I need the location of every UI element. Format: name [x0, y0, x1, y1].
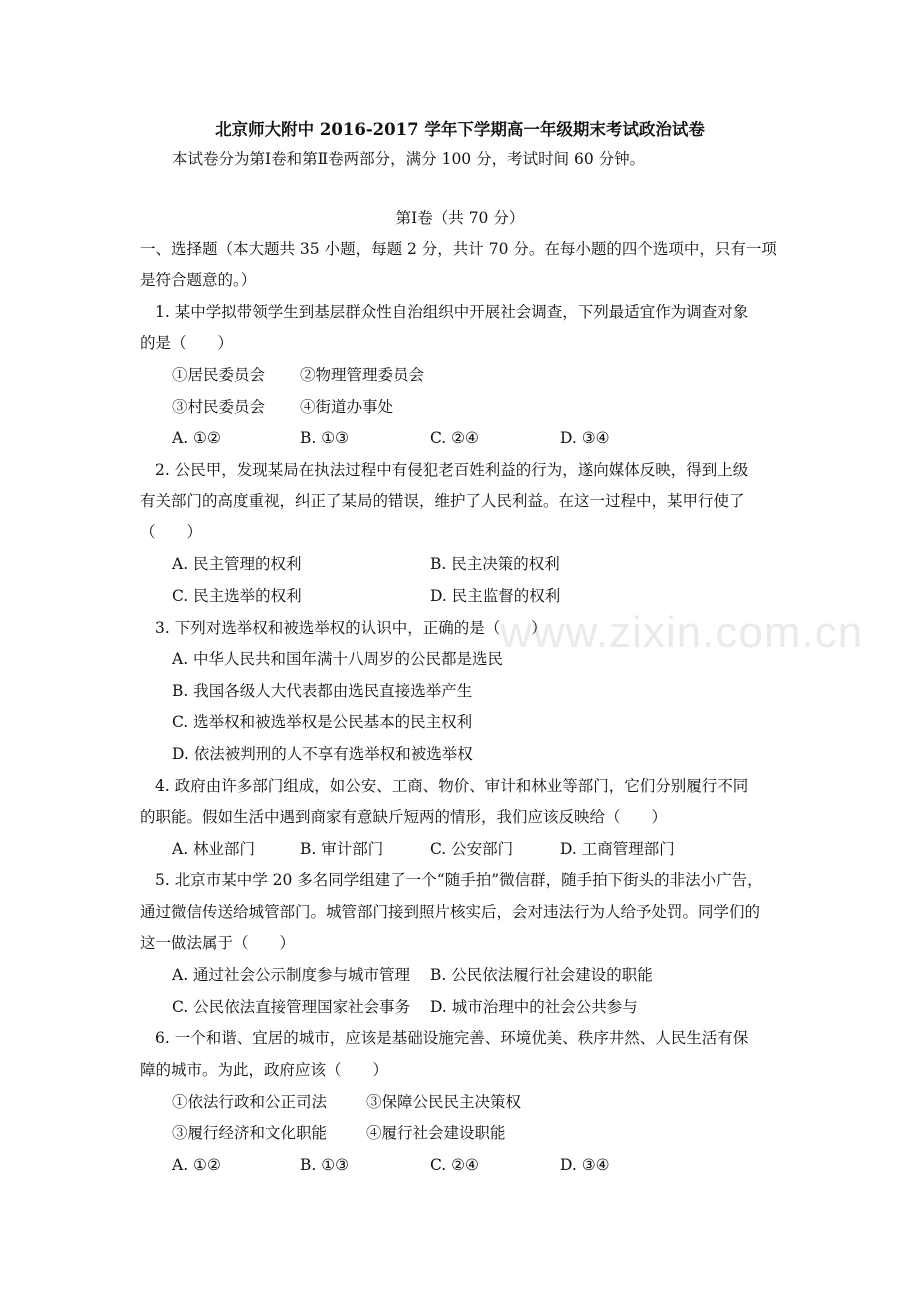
q4-option-d: D. 工商管理部门 — [560, 840, 675, 858]
q6-stem-cont: 障的城市。为此，政府应该（ ） — [140, 1061, 389, 1079]
q1-stem: 1. 某中学拟带领学生到基层群众性自治组织中开展社会调查，下列最适宜作为调查对象 — [155, 303, 749, 321]
q2-option-a: A. 民主管理的权利 — [172, 555, 302, 573]
q6-option-c: C. ②④ — [430, 1156, 479, 1174]
q4-option-a: A. 林业部门 — [172, 840, 256, 858]
exam-title: 北京师大附中 2016-2017 学年下学期高一年级期末考试政治试卷 — [215, 120, 705, 139]
q5-stem: 5. 北京市某中学 20 多名同学组建了一个“随手拍”微信群，随手拍下街头的非法小广告， — [155, 871, 763, 889]
q2-stem: 2. 公民甲，发现某局在执法过程中有侵犯老百姓利益的行为，遂向媒体反映，得到上级 — [155, 461, 749, 479]
q3-option-a: A. 中华人民共和国年满十八周岁的公民都是选民 — [172, 650, 504, 668]
q3-option-c: C. 选举权和被选举权是公民基本的民主权利 — [172, 713, 473, 731]
q6-item-3: ③履行经济和文化职能 — [172, 1124, 328, 1142]
q4-stem: 4. 政府由许多部门组成，如公安、工商、物价、审计和林业等部门，它们分别履行不同 — [155, 777, 749, 795]
section-instructions-cont: 是符合题意的。） — [140, 271, 257, 289]
q3-stem: 3. 下列对选举权和被选举权的认识中，正确的是（ ） — [155, 619, 547, 637]
q1-stem-cont: 的是（ ） — [140, 334, 234, 352]
q5-stem-cont2: 这一做法属于（ ） — [140, 934, 296, 952]
q6-option-b: B. ①③ — [300, 1156, 350, 1174]
section-heading: 第Ⅰ卷（共 70 分） — [395, 209, 525, 227]
q1-item-1: ①居民委员会 — [172, 366, 266, 384]
q5-option-d: D. 城市治理中的社会公共参与 — [430, 998, 638, 1016]
q1-option-c: C. ②④ — [430, 429, 479, 447]
q6-stem: 6. 一个和谐、宜居的城市，应该是基础设施完善、环境优美、秩序井然、人民生活有保 — [155, 1029, 749, 1047]
q1-option-b: B. ①③ — [300, 429, 350, 447]
q4-option-c: C. 公安部门 — [430, 840, 514, 858]
q5-option-a: A. 通过社会公示制度参与城市管理 — [172, 966, 411, 984]
q2-stem-cont2: （ ） — [140, 523, 203, 541]
q2-option-c: C. 民主选举的权利 — [172, 587, 302, 605]
q3-option-d: D. 依法被判刑的人不享有选举权和被选举权 — [172, 745, 473, 763]
q2-stem-cont: 有关部门的高度重视，纠正了某局的错误，维护了人民利益。在这一过程中，某甲行使了 — [140, 492, 745, 510]
q6-option-a: A. ①② — [172, 1156, 221, 1174]
q2-option-b: B. 民主决策的权利 — [430, 555, 560, 573]
q1-item-2: ②物理管理委员会 — [300, 366, 425, 384]
q6-option-d: D. ③④ — [560, 1156, 610, 1174]
q3-option-b: B. 我国各级人大代表都由选民直接选举产生 — [172, 682, 473, 700]
q1-option-d: D. ③④ — [560, 429, 610, 447]
q5-option-b: B. 公民依法履行社会建设的职能 — [430, 966, 653, 984]
watermark: www.zixin.com.cn — [500, 608, 864, 657]
section-instructions: 一、选择题（本大题共 35 小题，每题 2 分，共计 70 分。在每小题的四个选项中，只有一项 — [140, 240, 777, 258]
q5-stem-cont: 通过微信传送给城管部门。城管部门接到照片核实后，会对违法行为人给予处罚。同学们的 — [140, 903, 761, 921]
exam-intro: 本试卷分为第Ⅰ卷和第Ⅱ卷两部分，满分 100 分，考试时间 60 分钟。 — [172, 150, 646, 168]
q5-option-c: C. 公民依法直接管理国家社会事务 — [172, 998, 411, 1016]
q4-stem-cont: 的职能。假如生活中遇到商家有意缺斤短两的情形，我们应该反映给（ ） — [140, 808, 668, 826]
q6-item-2: ③保障公民民主决策权 — [366, 1093, 522, 1111]
q1-item-3: ③村民委员会 — [172, 398, 266, 416]
q6-item-4: ④履行社会建设职能 — [366, 1124, 506, 1142]
q2-option-d: D. 民主监督的权利 — [430, 587, 561, 605]
q6-item-1: ①依法行政和公正司法 — [172, 1093, 328, 1111]
q1-item-4: ④街道办事处 — [300, 398, 394, 416]
q1-option-a: A. ①② — [172, 429, 221, 447]
q4-option-b: B. 审计部门 — [300, 840, 384, 858]
